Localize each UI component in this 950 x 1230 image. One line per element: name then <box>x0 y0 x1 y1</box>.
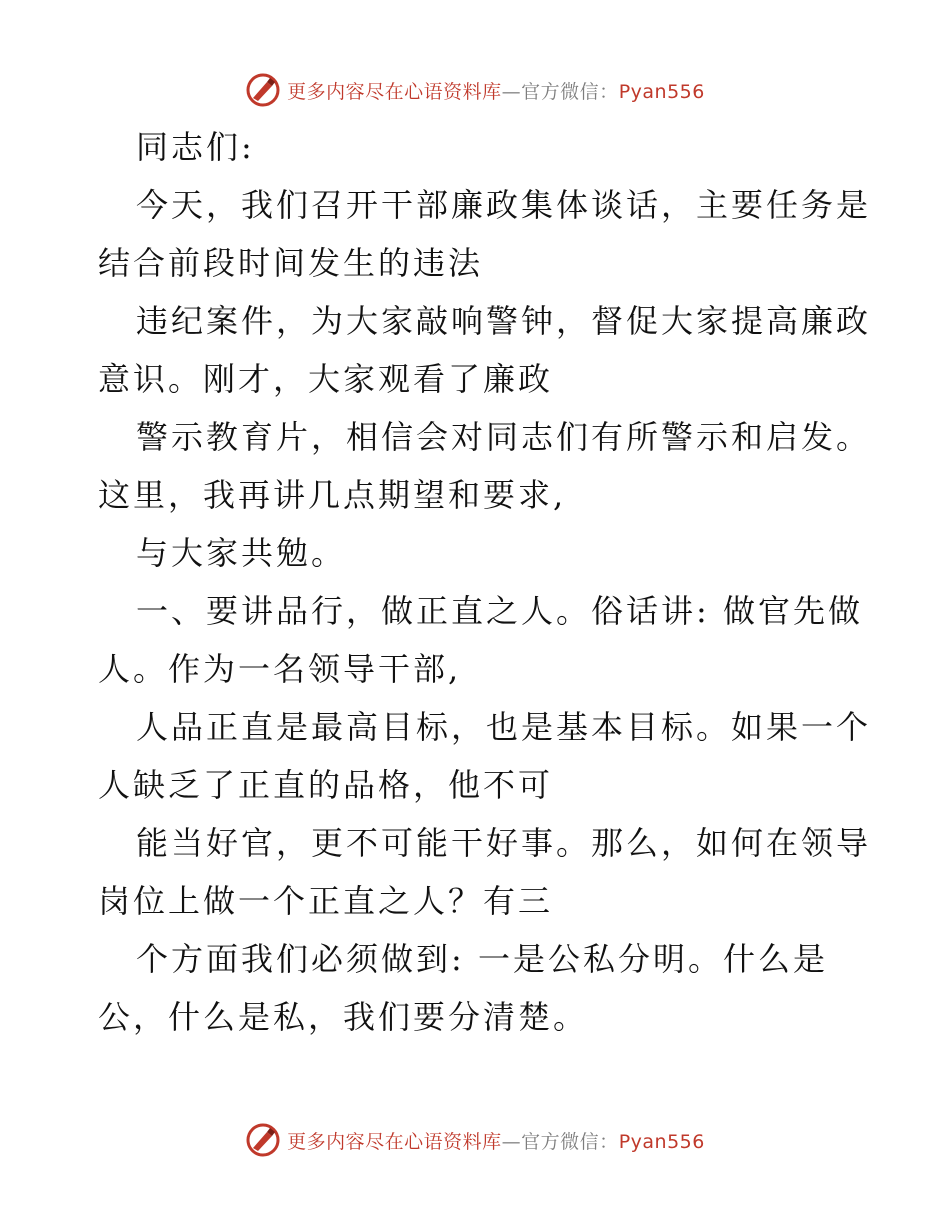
body-line: 人。作为一名领导干部, <box>98 650 462 688</box>
body-line: 人品正直是最高目标，也是基本目标。如果一个 <box>136 708 872 746</box>
body-line: 岗位上做一个正直之人？有三 <box>98 882 554 920</box>
body-line: 这里，我再讲几点期望和要求, <box>98 476 567 514</box>
banner-wechat-label: 官方微信： <box>521 80 619 103</box>
body-line: 结合前段时间发生的违法 <box>98 244 484 282</box>
body-line: 公，什么是私，我们要分清楚。 <box>98 998 589 1036</box>
banner-dash: — <box>501 1130 522 1153</box>
header-banner <box>0 70 950 110</box>
banner-text <box>287 1127 705 1154</box>
body-line: 意识。刚才，大家观看了廉政 <box>98 360 554 398</box>
body-line: 个方面我们必须做到: 一是公私分明。什么是 <box>136 940 828 978</box>
body-line: 与大家共勉。 <box>136 534 347 572</box>
banner-wechat-label: 官方微信： <box>521 1130 619 1153</box>
document-body <box>98 118 872 1046</box>
body-line: 警示教育片，相信会对同志们有所警示和启发。 <box>136 418 872 456</box>
body-line: 今天，我们召开干部廉政集体谈话，主要任务是 <box>136 186 872 224</box>
banner-library: 更多内容尽在心语资料库 <box>287 80 502 103</box>
pen-logo-icon <box>245 72 281 108</box>
footer-banner <box>0 1120 950 1160</box>
body-line: 一、要讲品行，做正直之人。俗话讲: 做官先做 <box>136 592 863 630</box>
banner-wechat-id: Pyan556 <box>618 1130 705 1153</box>
banner-text <box>287 77 705 104</box>
body-line: 同志们: <box>136 128 255 166</box>
body-line: 人缺乏了正直的品格，他不可 <box>98 766 554 804</box>
body-line: 能当好官，更不可能干好事。那么，如何在领导 <box>136 824 872 862</box>
banner-dash: — <box>501 80 522 103</box>
pen-logo-icon <box>245 1122 281 1158</box>
banner-library: 更多内容尽在心语资料库 <box>287 1130 502 1153</box>
banner-wechat-id: Pyan556 <box>618 80 705 103</box>
body-line: 违纪案件，为大家敲响警钟，督促大家提高廉政 <box>136 302 872 340</box>
